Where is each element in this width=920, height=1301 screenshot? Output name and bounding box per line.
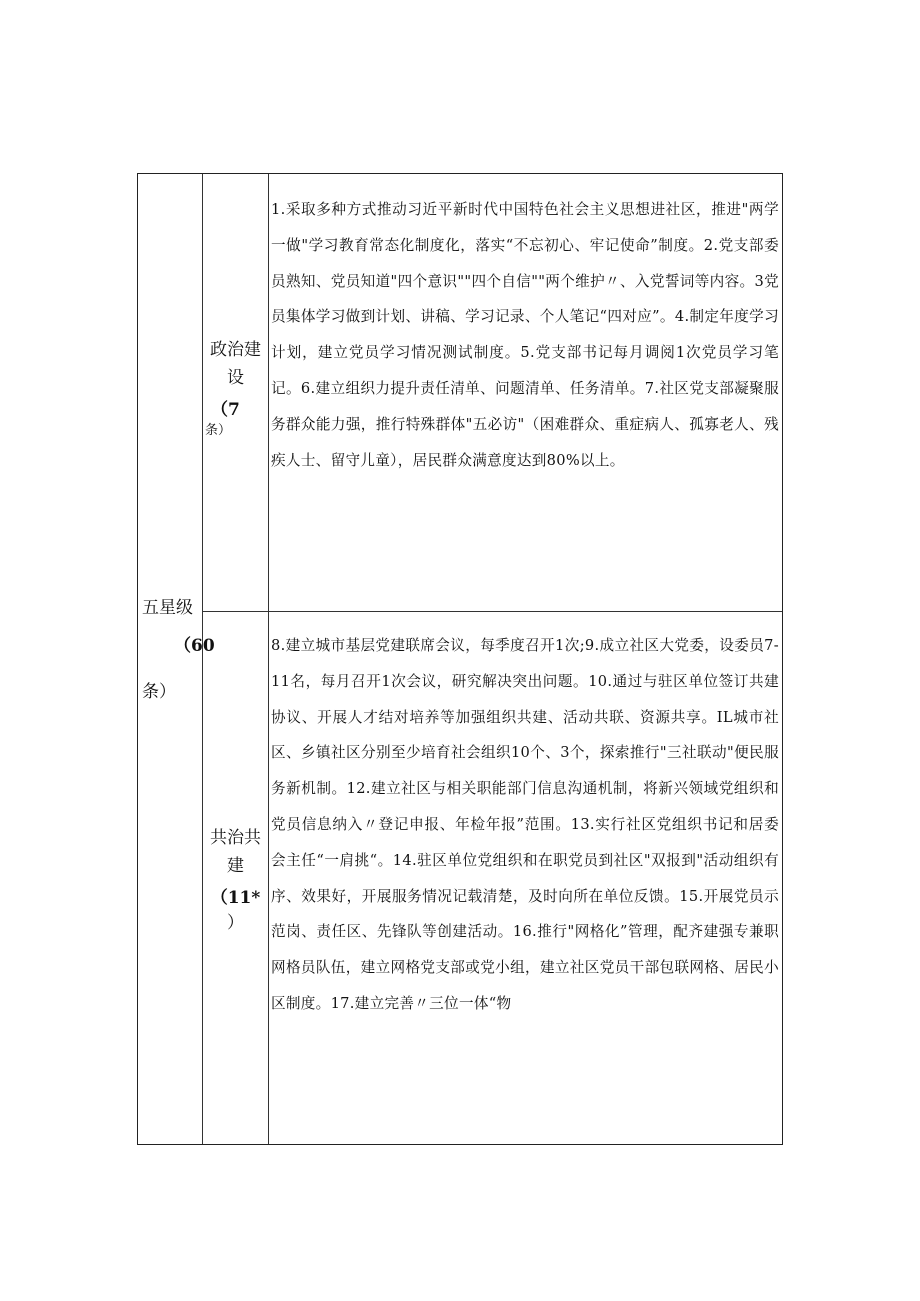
- category-co-governance: [203, 824, 268, 934]
- content-co-governance: [271, 628, 779, 1022]
- category-name-line2: 建: [227, 856, 244, 876]
- row-divider: [202, 611, 782, 612]
- criteria-paragraph: 1.采取多种方式推动习近平新时代中国特色社会主义思想进社区，推进"两学一做"学习教育常态化制度化，落实“不忘初心、牢记使命”制度。2.党支部委员熟知、党员知道"四个意识""四个自信""两个维护〃、入党誓词等内容。3党员集体学习做到计划、讲稿、学习记录、个人笔记“四对应”。4.制定年度学习计划，建立党员学习情况测试制度。5.党支部书记每月调阅1次党员学习笔记。6.建立组织力提升责任清单、问题清单、任务清单。7.社区党支部凝聚服务群众能力强，推行特殊群体"五必访"（困难群众、重症病人、孤寡老人、残疾人士、留守儿童），居民群众满意度达到80%以上。: [271, 201, 779, 469]
- category-count-unit: ）: [227, 913, 244, 933]
- category-count: （7: [211, 400, 240, 420]
- level-count: （60: [174, 636, 215, 656]
- category-count-unit: 条）: [205, 423, 232, 438]
- criteria-table: [137, 173, 783, 1145]
- category-count: （11*: [210, 888, 261, 908]
- level-label: 五星级: [142, 598, 193, 618]
- category-name-line1: 政治建: [210, 340, 261, 360]
- criteria-paragraph: 8.建立城市基层党建联席会议，每季度召开1次;9.成立社区大党委，设委员7-11名，每月召开1次会议，研究解决突出问题。10.通过与驻区单位签订共建协议、开展人才结对培养等加强组织共建、活动共联、资源共享。IL城市社区、乡镇社区分别至少培育社会组织10个、3个，探索推行"三社联动"便民服务新机制。12.建立社区与相关职能部门信息沟通机制，将新兴领域党组织和党员信息纳入〃登记申报、年检年报”范围。13.实行社区党组织书记和居委会主任“一肩挑“。14.驻区单位党组织和在职党员到社区"双报到"活动组织有序、效果好，开展服务情况记载清楚，及时向所在单位反馈。15.开展党员示范岗、责任区、先锋队等创建活动。16.推行"网格化”管理，配齐建强专兼职网格员队伍，建立网格党支部或党小组，建立社区党员干部包联网格、居民小区制度。17.建立完善〃三位一体“物: [271, 637, 779, 1012]
- category-political: [203, 336, 268, 438]
- category-name-line1: 共治共: [210, 828, 261, 848]
- category-name-line2: 设: [227, 368, 244, 388]
- level-count-unit: 条）: [142, 682, 176, 702]
- column-divider: [268, 174, 269, 1144]
- level-cell: [138, 174, 215, 1143]
- content-political: [271, 192, 779, 478]
